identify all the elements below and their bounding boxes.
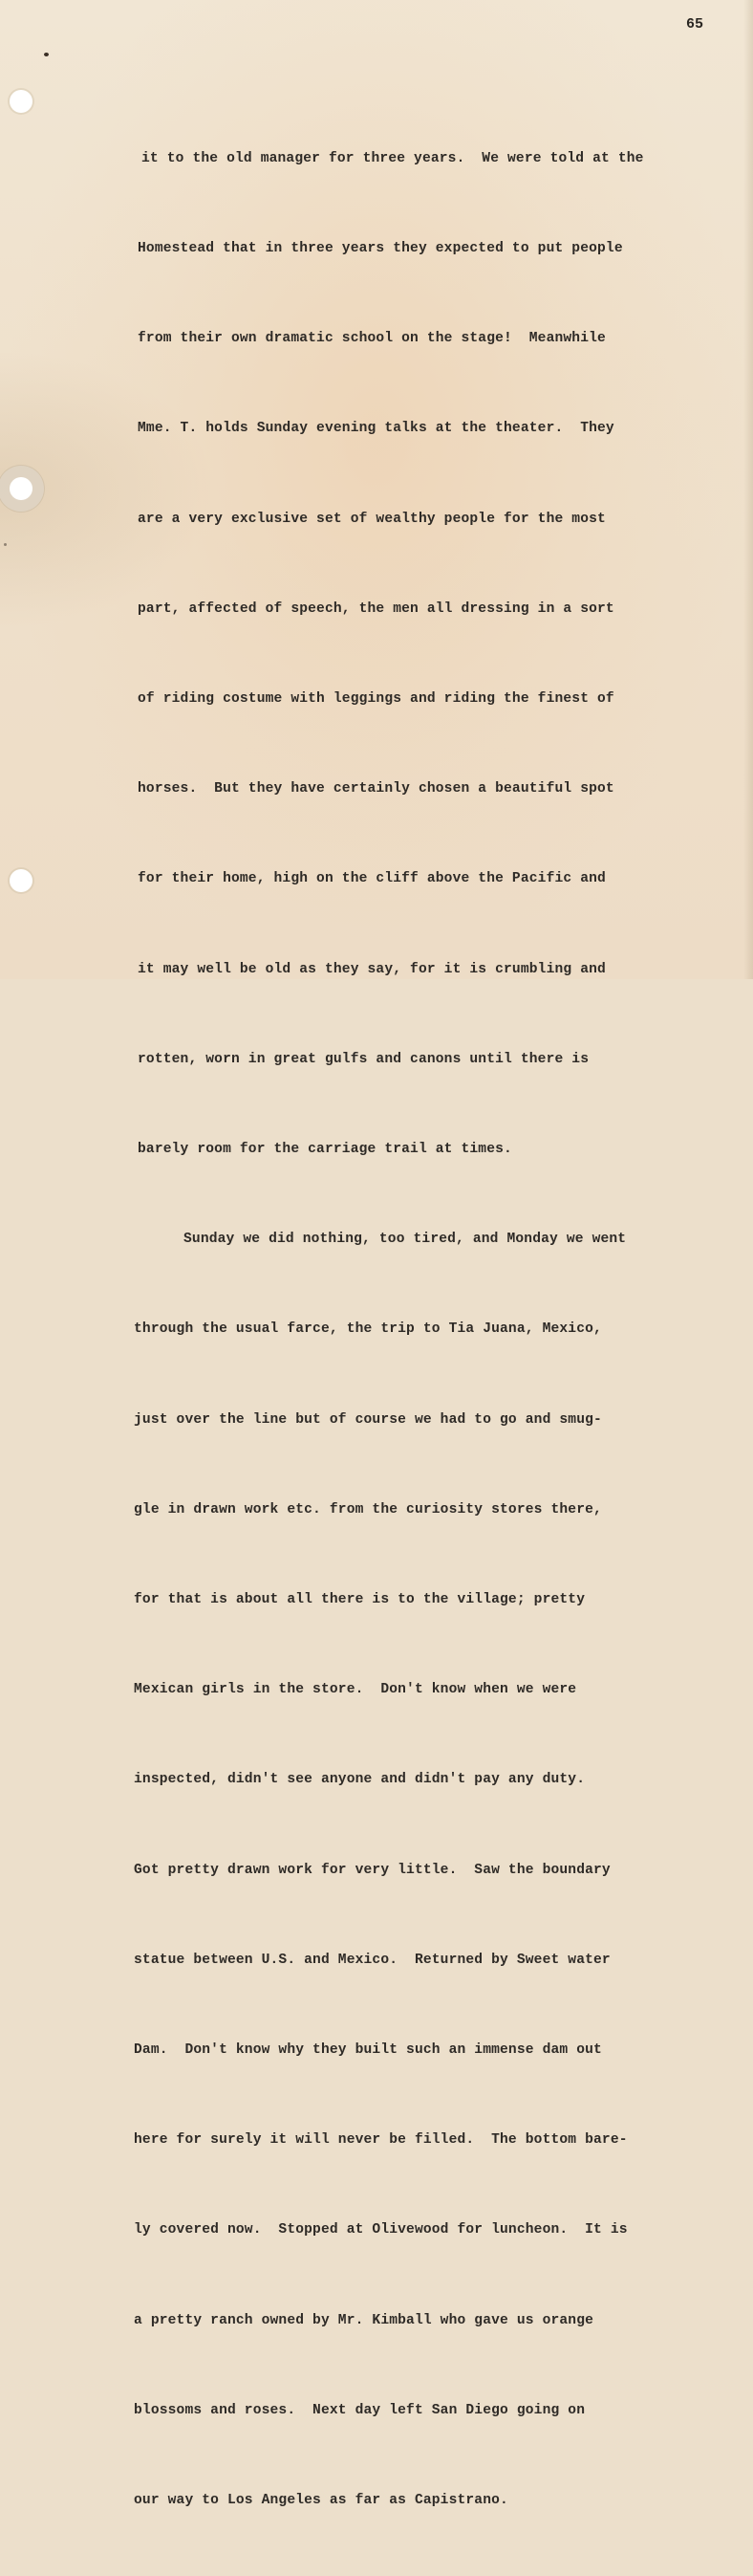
text-line: inspected, didn't see anyone and didn't pay any duty. [134, 1772, 586, 1788]
punch-hole-middle [10, 477, 32, 500]
text-line: Dam. Don't know why they built such an immense dam out [134, 2042, 602, 2059]
text-line: a pretty ranch owned by Mr. Kimball who gave us orange [134, 2312, 594, 2328]
punch-hole-top [10, 90, 32, 113]
text-line: part, affected of speech, the men all dressing in a sort [138, 600, 614, 617]
text-line: just over the line but of course we had to go and smug- [134, 1411, 602, 1428]
text-line: from their own dramatic school on the stage! Meanwhile [138, 331, 606, 347]
text-line: for that is about all there is to the village; pretty [134, 1592, 586, 1608]
text-line: barely room for the carriage trail at times. [138, 1142, 512, 1158]
text-line: Mme. T. holds Sunday evening talks at the theater. They [138, 421, 614, 437]
text-line: through the usual farce, the trip to Tia Juana, Mexico, [134, 1321, 602, 1338]
text-line: rotten, worn in great gulfs and canons until there is [138, 1051, 590, 1067]
text-line: gle in drawn work etc. from the curiosity stores there, [134, 1501, 602, 1517]
text-line: are a very exclusive set of wealthy people for the most [138, 511, 606, 527]
ink-speck [44, 53, 49, 56]
text-line: Homestead that in three years they expected to put people [138, 241, 623, 257]
text-line: it may well be old as they say, for it is crumbling and [138, 961, 606, 977]
text-line: it to the old manager for three years. We were told at the [141, 150, 644, 166]
text-line: here for surely it will never be filled. The bottom bare- [134, 2132, 628, 2149]
text-line: our way to Los Angeles as far as Capistrano. [134, 2493, 508, 2509]
page-edge-shadow [743, 0, 753, 979]
text-line: Mexican girls in the store. Don't know when we were [134, 1682, 577, 1698]
text-line: statue between U.S. and Mexico. Returned by Sweet water [134, 1952, 611, 1968]
text-line: Sunday we did nothing, too tired, and Monday we went [183, 1232, 627, 1248]
typed-body-text [134, 84, 698, 2576]
text-line: blossoms and roses. Next day left San Diego going on [134, 2402, 586, 2418]
page-number: 65 [685, 16, 703, 33]
text-line: for their home, high on the cliff above the Pacific and [138, 871, 606, 887]
text-line: ly covered now. Stopped at Olivewood for luncheon. It is [134, 2222, 628, 2238]
ink-speck [4, 543, 7, 546]
punch-hole-bottom [10, 869, 32, 892]
text-line: Got pretty drawn work for very little. Saw the boundary [134, 1862, 611, 1878]
text-line: of riding costume with leggings and riding the finest of [138, 691, 614, 708]
text-line: horses. But they have certainly chosen a beautiful spot [138, 781, 614, 797]
